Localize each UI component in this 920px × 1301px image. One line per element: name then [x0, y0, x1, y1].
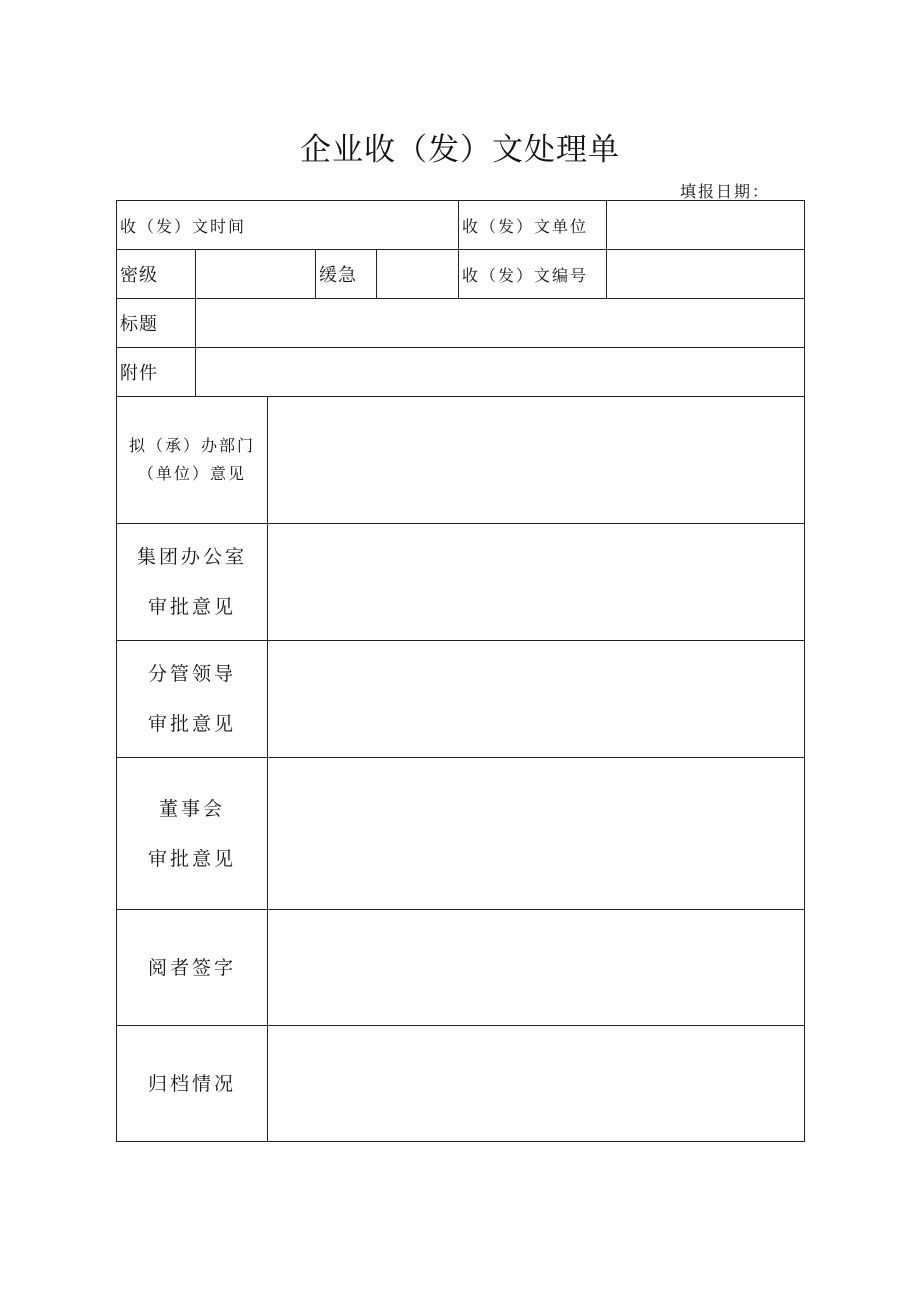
dept-opinion-field[interactable] [268, 397, 805, 524]
reader-sign-field[interactable] [268, 910, 805, 1026]
secret-level-label: 密级 [117, 250, 196, 299]
attachment-label: 附件 [117, 348, 196, 397]
doc-number-label: 收（发）文编号 [459, 250, 607, 299]
leader-opinion-label-line1: 分管领导 [147, 663, 236, 685]
send-unit-label: 收（发）文单位 [459, 201, 607, 250]
subject-field[interactable] [196, 299, 805, 348]
fill-date-label: 填报日期： [679, 182, 770, 201]
attachment-field[interactable] [196, 348, 805, 397]
row-board-opinion [117, 758, 805, 910]
office-opinion-label [117, 524, 268, 641]
send-unit-field[interactable] [607, 201, 805, 250]
office-opinion-field[interactable] [268, 524, 805, 641]
secret-level-field[interactable] [196, 250, 316, 299]
doc-number-field[interactable] [607, 250, 805, 299]
dept-opinion-label-line1: 拟（承）办部门 [128, 436, 255, 455]
archive-field[interactable] [268, 1026, 805, 1142]
processing-form-table [116, 200, 805, 1142]
page-title: 企业收（发）文处理单 [300, 132, 620, 168]
office-opinion-label-line2: 审批意见 [147, 596, 236, 618]
reader-sign-label: 阅者签字 [117, 910, 268, 1026]
board-opinion-label-line1: 董事会 [158, 797, 225, 820]
dept-opinion-label [117, 397, 268, 524]
archive-label: 归档情况 [117, 1026, 268, 1142]
row-dept-opinion [117, 397, 805, 524]
board-opinion-field[interactable] [268, 758, 805, 910]
row-archive [117, 1026, 805, 1142]
row-reader-sign [117, 910, 805, 1026]
dept-opinion-label-line2: （单位）意见 [137, 464, 246, 483]
board-opinion-label-line2: 审批意见 [147, 847, 236, 870]
row-secret-level [117, 250, 805, 299]
send-time-label: 收（发）文时间 [117, 201, 459, 250]
row-subject [117, 299, 805, 348]
row-send-time [117, 201, 805, 250]
urgency-field[interactable] [377, 250, 459, 299]
row-office-opinion [117, 524, 805, 641]
leader-opinion-field[interactable] [268, 641, 805, 758]
urgency-label: 缓急 [316, 250, 377, 299]
office-opinion-label-line1: 集团办公室 [136, 546, 247, 568]
leader-opinion-label-line2: 审批意见 [147, 713, 236, 735]
board-opinion-label [117, 758, 268, 910]
row-attachment [117, 348, 805, 397]
leader-opinion-label [117, 641, 268, 758]
subject-label: 标题 [117, 299, 196, 348]
row-leader-opinion [117, 641, 805, 758]
